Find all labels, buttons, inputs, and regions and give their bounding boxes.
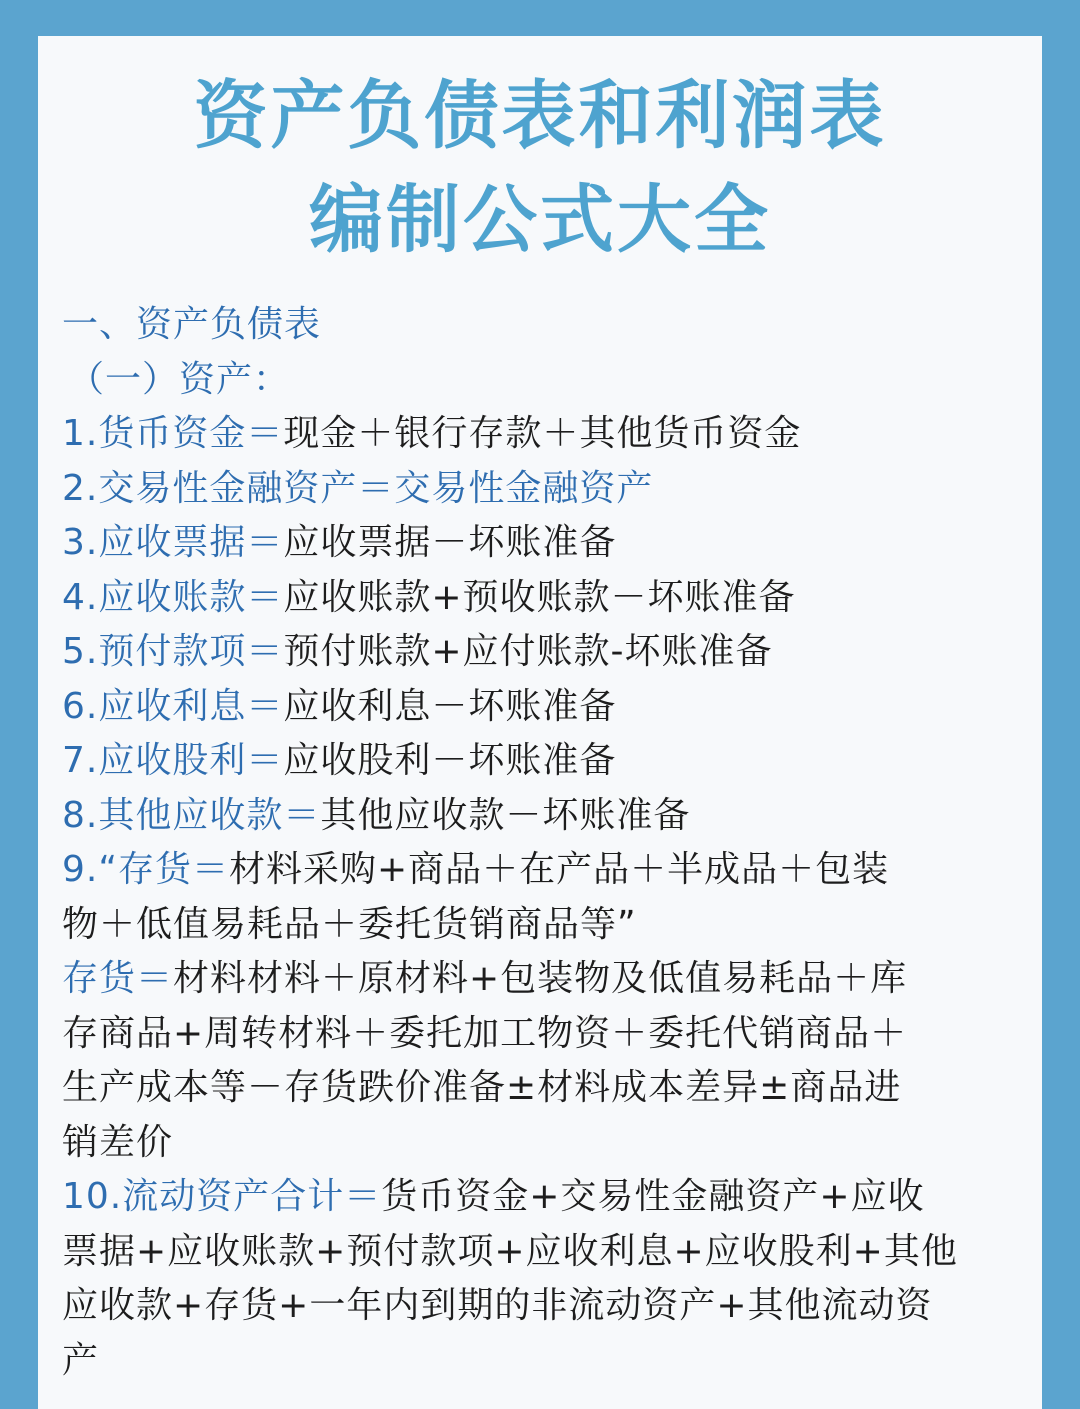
formula-value: 预付账款+应付账款-坏账准备 [283, 631, 773, 672]
formula-item-9 [62, 843, 1032, 898]
formula-key: 10.流动资产合计＝ [62, 1176, 382, 1217]
formula-item-7 [62, 734, 1032, 789]
formula-value: 应收股利－坏账准备 [283, 740, 617, 781]
formula-item-8 [62, 789, 1032, 844]
formula-value: 应收利息－坏账准备 [283, 685, 617, 727]
formula-value: 其他应收款－坏账准备 [320, 794, 691, 836]
formula-item-10-line-2: 票据+应收账款+预付款项+应收利息+应收股利+其他 [62, 1230, 958, 1272]
inventory-formula-line-4: 销差价 [62, 1121, 174, 1163]
formula-value: 材料采购+商品＋在产品＋半成品＋包装 [229, 849, 890, 890]
formula-value: 材料材料＋原材料+包装物及低值易耗品＋库 [173, 958, 908, 999]
formula-item-3 [62, 516, 1032, 571]
formula-value: 应收账款+预收账款－坏账准备 [283, 576, 796, 618]
formula-value: 现金＋银行存款＋其他货币资金 [283, 413, 802, 454]
formula-key: 存货＝ [62, 958, 174, 999]
formula-key: 8.其他应收款＝ [62, 794, 321, 836]
formula-key: 7.应收股利＝ [62, 740, 284, 781]
formula-value: 货币资金+交易性金融资产+应收 [381, 1176, 925, 1217]
formula-item-10-line-3: 应收款+存货+一年内到期的非流动资产+其他流动资 [62, 1285, 933, 1326]
formula-item-6 [62, 680, 1032, 735]
formula-key: 9.“存货＝ [62, 849, 229, 890]
content-card [38, 36, 1042, 1409]
section-heading: 一、资产负债表 [62, 304, 322, 345]
formula-item-1 [62, 407, 1032, 462]
formula-key: 1.货币资金＝ [62, 413, 284, 454]
formula-key: 6.应收利息＝ [62, 685, 284, 727]
inventory-formula-line-3: 生产成本等－存货跌价准备±材料成本差异±商品进 [62, 1067, 902, 1108]
inventory-formula [62, 952, 1032, 1007]
formula-item-5 [62, 625, 1032, 680]
formula-item-4 [62, 571, 1032, 626]
formula-item-9-continued: 物＋低值易耗品＋委托货销商品等” [62, 903, 637, 945]
formula-item-10-line-4: 产 [62, 1339, 100, 1381]
formula-key: 3.应收票据＝ [62, 522, 284, 563]
formula-value: 应收票据－坏账准备 [283, 522, 617, 563]
formula-item-10 [62, 1170, 1032, 1225]
inventory-formula-line-2: 存商品+周转材料＋委托加工物资＋委托代销商品＋ [62, 1012, 908, 1054]
formula-list [62, 298, 1032, 1388]
page-title [38, 64, 1042, 272]
title-line-2: 编制公式大全 [309, 177, 771, 263]
formula-key: 5.预付款项＝ [62, 631, 284, 672]
subsection-heading: （一）资产： [68, 358, 291, 400]
title-line-1: 资产负债表和利润表 [193, 73, 887, 159]
formula-key: 2.交易性金融资产＝交易性金融资产 [62, 467, 654, 509]
formula-key: 4.应收账款＝ [62, 576, 284, 618]
formula-item-2 [62, 462, 1032, 517]
